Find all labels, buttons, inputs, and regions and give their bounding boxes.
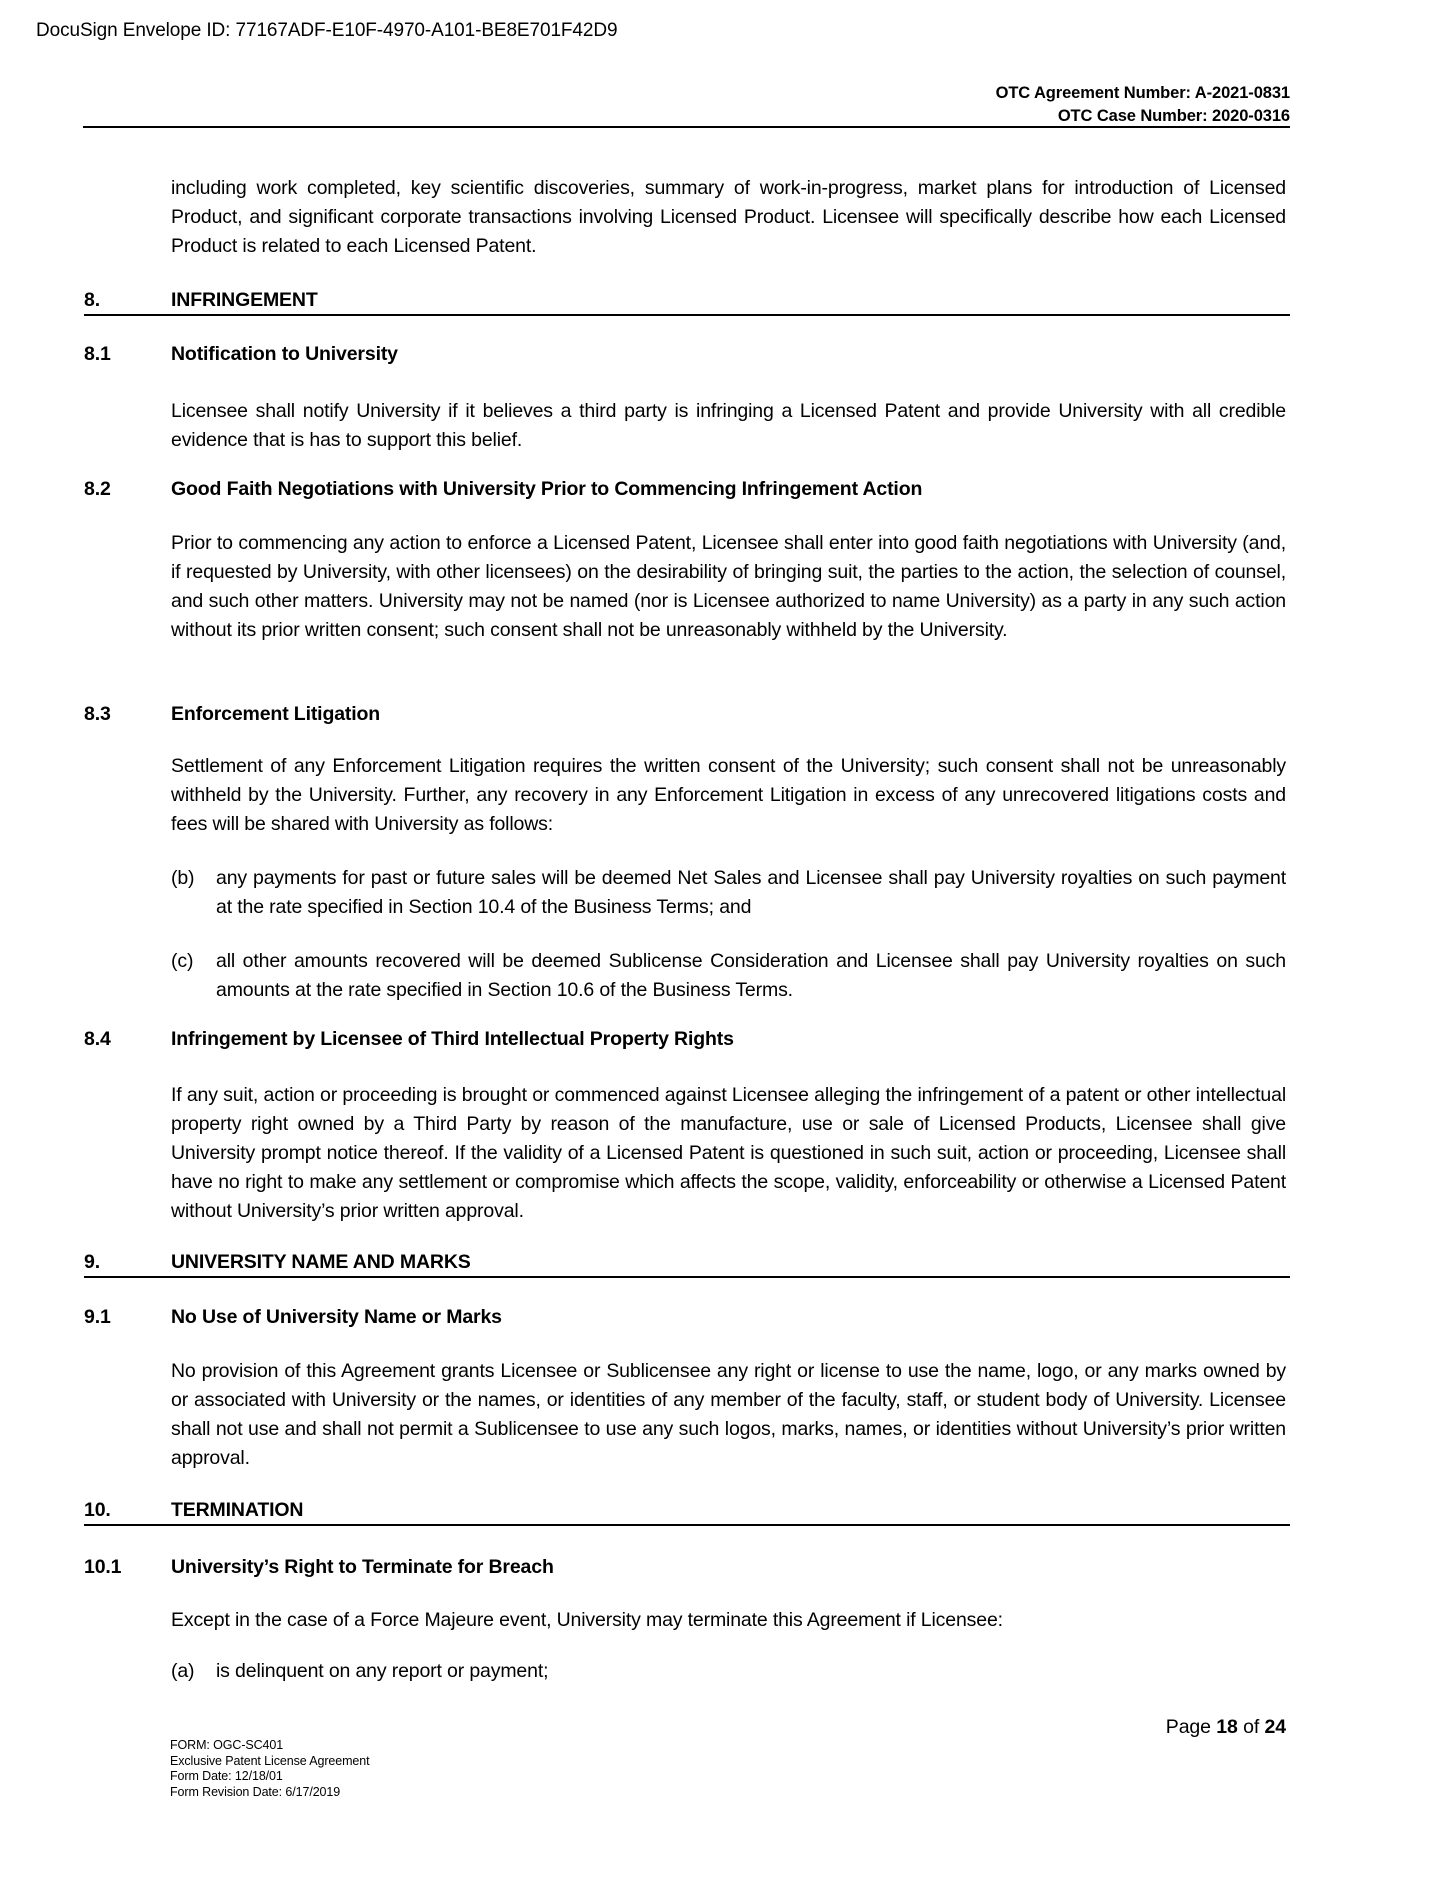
otc-case-number: OTC Case Number: 2020-0316 (1057, 107, 1290, 125)
section-title: University’s Right to Terminate for Breach (171, 1556, 554, 1578)
section-8-2-heading (84, 476, 1290, 503)
page-number (1166, 1716, 1286, 1739)
form-footer (170, 1738, 370, 1800)
section-9-1-heading (84, 1304, 1290, 1331)
section-number: 10.1 (84, 1556, 122, 1578)
section-title: No Use of University Name or Marks (171, 1306, 502, 1328)
intro-paragraph: including work completed, key scientific discoveries, summary of work-in-progress, market plans for introduction of Licensed Product, and significant corporate transactions involving Licensed Product. Licensee will specifically describe how each Licensed Product is related to each Licensed Patent. (171, 177, 1286, 257)
section-number: 8.2 (84, 478, 111, 500)
section-8-3-paragraph: Settlement of any Enforcement Litigation requires the written consent of the University; such consent shall not be unreasonably withheld by the University. Further, any recovery in any Enforcement Litigation in excess of any unrecovered litigations costs and fees will be shared with University as follows: (171, 755, 1286, 835)
section-10-heading (84, 1497, 1290, 1526)
list-item-b (171, 864, 1286, 922)
section-9-heading (84, 1249, 1290, 1278)
list-marker: (c) (171, 950, 194, 972)
section-title: UNIVERSITY NAME AND MARKS (171, 1251, 471, 1273)
section-number: 9.1 (84, 1306, 111, 1328)
section-title: Infringement by Licensee of Third Intellectual Property Rights (171, 1028, 734, 1050)
otc-header (996, 82, 1290, 128)
section-10-1-paragraph: Except in the case of a Force Majeure event, University may terminate this Agreement if Licensee: (171, 1609, 1003, 1631)
section-9-1-paragraph: No provision of this Agreement grants Licensee or Sublicensee any right or license to use the name, logo, or any marks owned by or associated with University or the names, or identities of any member of the faculty, staff, or student body of University. Licensee shall not use and shall not permit a Sublicensee to use any such logos, marks, names, or identities without University’s prior written approval. (171, 1360, 1286, 1469)
footer-form-date: Form Date: 12/18/01 (170, 1769, 283, 1783)
page-number-prefix: Page (1165, 1716, 1211, 1738)
list-item-c (171, 947, 1286, 1005)
section-number: 8. (84, 289, 100, 311)
list-marker: (a) (171, 1660, 195, 1682)
list-item-a (171, 1657, 1286, 1686)
section-number: 8.4 (84, 1028, 111, 1050)
section-title: INFRINGEMENT (171, 289, 318, 311)
footer-agreement-name: Exclusive Patent License Agreement (170, 1753, 370, 1768)
list-marker: (b) (171, 867, 195, 889)
section-number: 8.1 (84, 343, 111, 365)
section-10-1-heading (84, 1554, 1290, 1581)
page-number-of: of (1243, 1716, 1260, 1738)
otc-agreement-number: OTC Agreement Number: A-2021-0831 (995, 84, 1290, 102)
section-number: 10. (84, 1499, 111, 1521)
section-number: 8.3 (84, 703, 111, 725)
section-8-3-heading (84, 701, 1290, 728)
section-8-2-paragraph: Prior to commencing any action to enforce a Licensed Patent, Licensee shall enter into good faith negotiations with University (and, if requested by University, with other licensees) on the desirability of bringing suit, the parties to the action, the selection of counsel, and such other matters. University may not be named (nor is Licensee authorized to name University) as a party in any such action without its prior written consent; such consent shall not be unreasonably withheld by the University. (171, 532, 1286, 641)
section-8-1-heading (84, 341, 1290, 368)
section-8-4-heading (84, 1026, 1290, 1053)
footer-form-number: FORM: OGC-SC401 (170, 1738, 284, 1752)
list-text: is delinquent on any report or payment; (216, 1660, 549, 1682)
docusign-envelope-id: DocuSign Envelope ID: 77167ADF-E10F-4970-A101-BE8E701F42D9 (36, 20, 618, 41)
section-title: Notification to University (171, 343, 398, 365)
section-8-heading (84, 287, 1290, 316)
header-divider (83, 126, 1290, 128)
section-title: TERMINATION (171, 1499, 304, 1521)
footer-form-revision-date: Form Revision Date: 6/17/2019 (170, 1784, 341, 1799)
section-8-4-paragraph: If any suit, action or proceeding is brought or commenced against Licensee alleging the infringement of a patent or other intellectual property right owned by a Third Party by reason of the manufacture, use or sale of Licensed Products, Licensee shall give University prompt notice thereof. If the validity of a Licensed Patent is questioned in such suit, action or proceeding, Licensee shall have no right to make any settlement or compromise which affects the scope, validity, enforceability or otherwise a Licensed Patent without University’s prior written approval. (171, 1084, 1286, 1222)
section-8-1-paragraph: Licensee shall notify University if it believes a third party is infringing a Licensed Patent and provide University with all credible evidence that is has to support this belief. (171, 400, 1286, 451)
section-number: 9. (84, 1251, 100, 1273)
section-title: Good Faith Negotiations with University Prior to Commencing Infringement Action (171, 478, 923, 500)
list-text: any payments for past or future sales will be deemed Net Sales and Licensee shall pay University royalties on such payment at the rate specified in Section 10.4 of the Business Terms; and (216, 867, 1286, 918)
page-number-current: 18 (1216, 1716, 1238, 1738)
page-number-total: 24 (1264, 1716, 1286, 1738)
section-title: Enforcement Litigation (171, 703, 381, 725)
list-text: all other amounts recovered will be deemed Sublicense Consideration and Licensee shall pay University royalties on such amounts at the rate specified in Section 10.6 of the Business Terms. (216, 950, 1286, 1001)
